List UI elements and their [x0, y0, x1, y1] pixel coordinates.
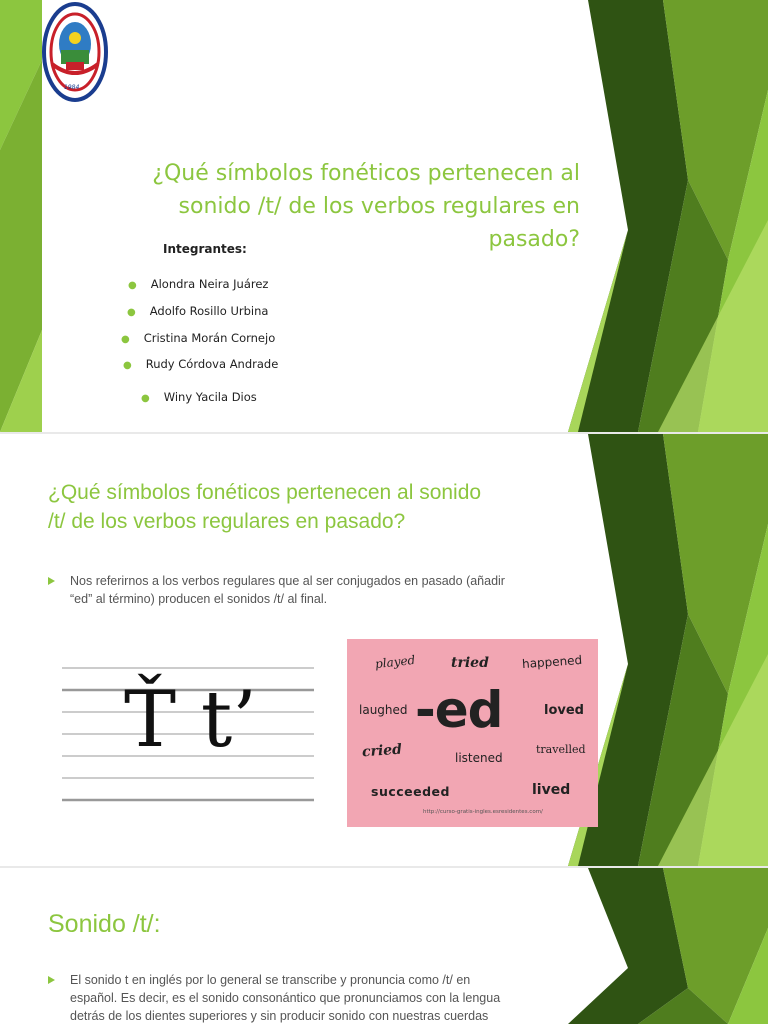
member-name: Rudy Córdova Andrade — [145, 357, 279, 371]
seal-year: 1984 — [64, 84, 80, 91]
slide3-bullet — [48, 971, 588, 1024]
title-line: ¿Qué símbolos fonéticos pertenecen al — [152, 161, 580, 186]
green-triangle-decoration — [568, 868, 768, 1024]
bullet-line: El sonido t en inglés por lo general se transcribe y pronuncia como /t/ en — [70, 973, 471, 987]
word-cried: cried — [361, 741, 403, 761]
bullet-dot-icon: ● — [123, 360, 132, 371]
word-ed: -ed — [415, 681, 503, 739]
image-source-url: http://curso-gratis-ingles.esresidentes.com/ — [423, 809, 543, 815]
bullet-line: “ed” al término) producen el sonidos /t/ al final. — [70, 592, 328, 606]
word-happened: happened — [521, 652, 583, 672]
word-travelled: travelled — [536, 743, 586, 756]
title-slide — [0, 0, 768, 432]
member-item — [128, 277, 268, 291]
word-played: played — [374, 652, 416, 672]
word-lived: lived — [532, 782, 571, 798]
bullet-line: Nos referirnos a los verbos regulares que al ser conjugados en pasado (añadir — [70, 574, 505, 588]
slide2-bullet — [48, 572, 588, 608]
institution-seal — [42, 2, 108, 102]
member-name: Cristina Morán Cornejo — [143, 331, 276, 345]
bullet-dot-icon: ● — [121, 334, 130, 345]
member-item — [141, 390, 257, 404]
ed-verbs-image — [347, 639, 598, 827]
bullet-line: detrás de los dientes superiores y sin producir sonido con nuestras cuerdas — [70, 1009, 489, 1023]
slide2-title — [48, 478, 588, 536]
title-line: sonido /t/ de los verbos regulares en — [178, 194, 580, 219]
left-green-strip — [0, 0, 42, 432]
bullet-dot-icon: ● — [128, 280, 137, 291]
title-line: pasado? — [488, 227, 580, 252]
bullet-line: español. Es decir, es el sonido consonántico que pronunciamos con la lengua — [70, 991, 501, 1005]
green-triangle-decoration — [568, 0, 768, 432]
word-loved: loved — [544, 703, 584, 718]
bullet-dot-icon: ● — [127, 307, 136, 318]
word-laughed: laughed — [359, 703, 408, 717]
title-line: /t/ de los verbos regulares en pasado? — [48, 510, 406, 533]
member-name: Adolfo Rosillo Urbina — [149, 304, 269, 318]
member-item — [127, 304, 268, 318]
content-slide-sound — [0, 868, 768, 1024]
member-name: Alondra Neira Juárez — [150, 277, 269, 291]
bullet-dot-icon: ● — [141, 393, 150, 404]
member-item — [123, 357, 278, 371]
title-line: ¿Qué símbolos fonéticos pertenecen al sonido — [48, 481, 482, 504]
bullet-arrow-icon — [48, 577, 55, 585]
slide3-title: Sonido /t/: — [48, 910, 161, 938]
word-tried: tried — [451, 655, 489, 671]
t-phonetic-glyph: Ť t’ — [124, 675, 257, 765]
members-heading: Integrantes: — [163, 242, 247, 256]
content-slide-symbols — [0, 434, 768, 866]
green-triangle-decoration — [568, 434, 768, 866]
word-succeeded: succeeded — [371, 784, 450, 799]
word-listened: listened — [455, 751, 503, 765]
bullet-arrow-icon — [48, 976, 55, 984]
member-item — [121, 331, 275, 345]
member-name: Winy Yacila Dios — [163, 390, 257, 404]
